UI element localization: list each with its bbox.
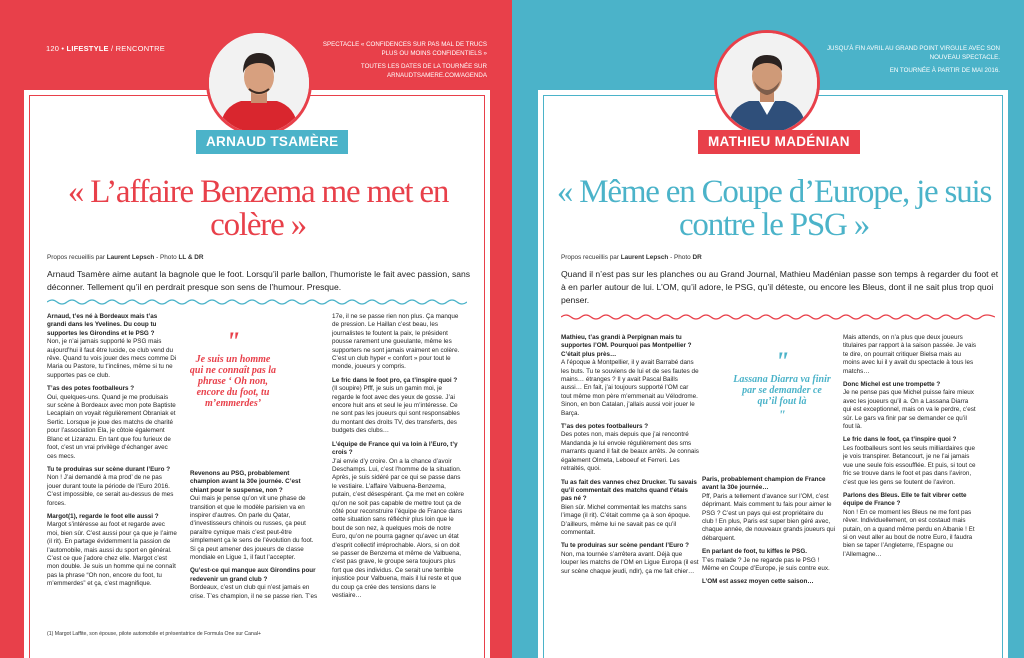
qa-item — [843, 381, 977, 431]
article-column-2 — [702, 476, 836, 636]
page-header: 120 • LIFESTYLE / RENCONTRE — [46, 44, 165, 53]
article-column-3 — [843, 334, 977, 634]
question: Parlons des Bleus. Elle te fait vibrer cette équipe de France ? — [843, 491, 967, 508]
credits-photo-prefix: - Photo — [156, 254, 177, 261]
answer: Oui, quelques-uns. Quand je me produisais sur scène à Bordeaux avec mon pote Baptiste Lecaplain on voyait régulièrement Obraniak et Sertic. Lorsque je joue des matchs de charité pour l’association Ela, je côtoie également Blanc et Lizarazu. En tant que fou furieux de foot, c’est un vrai privilège d’échanger avec ces mecs. — [47, 393, 176, 460]
answer: 17e, il ne se passe rien non plus. Ça manque de pression. Le Haillan c’est beau, les journalistes te foutent la paix, le président pousse rarement une gueulante, même les supporters ne sont jamais vraiment en colère. C’est un club hyper « confort » pour tout le monde, joueurs y compris. — [332, 313, 460, 371]
question: T’as des potes footballeurs ? — [47, 385, 135, 393]
qa-item — [332, 441, 464, 601]
intro-paragraph: Quand il n’est pas sur les planches ou au Grand Journal, Mathieu Madénian passe son temps à regarder du foot et à en parler autour de lui. L’OM, qu’il adore, le PSG, qu’il déteste, ou encore les Bleus, dont il ne sait plus trop quoi penser. — [561, 269, 999, 305]
qa-item — [702, 578, 836, 586]
page-number: 120 — [46, 44, 60, 53]
pull-quote-text: Lassana Diarra va finir par se demander ce qu’il fout là — [733, 374, 831, 407]
quote-end-mark-icon: " — [778, 407, 786, 422]
qa-item — [843, 492, 977, 559]
question: L’équipe de France qui va loin à l’Euro, t’y crois ? — [332, 440, 458, 457]
answer: Non, je n’ai jamais supporté le PSG mais aujourd’hui il faut être lucide, ce club vend du rêve. Quand tu vois jouer des mecs comme Di Maria ou Pastore, tu t’inclines, même si tu ne supportes pas ce club. — [47, 338, 177, 379]
qa-item — [561, 542, 699, 576]
article-column-2 — [190, 470, 320, 630]
question: En parlant de foot, tu kiffes le PSG. — [702, 548, 807, 556]
article-column-1 — [47, 313, 177, 628]
qa-item — [47, 466, 177, 508]
interviewee-name: ARNAUD TSAMÈRE — [196, 130, 348, 154]
qa-item — [47, 313, 177, 380]
question: Le fric dans le foot, ça t’inspire quoi ? — [843, 436, 957, 444]
question: Revenons au PSG, probablement champion avant la 30e journée. C’est chiant pour le suspense, non ? — [190, 470, 301, 494]
answer: T’es malade ? Je ne regarde pas le PSG ! Même en Coupe d’Europe, je suis contre eux. — [702, 556, 830, 573]
answer: Margot s’intéresse au foot et regarde avec moi, bien sûr. C’est aussi pour ça que je l’aime (il rit). En partage évidemment la passion de l’automobile, mais aussi du sport en général. C’est ce que j’adore chez elle. Margot c’est mon double. Je suis un homme qui ne connaît pas la phrase “Oh non, encore du foot, tu m’emmerdes” et ça, c’est magnifique. — [47, 521, 177, 588]
question: L’OM est assez moyen cette saison… — [702, 578, 814, 586]
headline-quote: « L’affaire Benzema me met en colère » — [67, 174, 449, 243]
answer: Oui mais je pense qu’on vit une phase de transition et que le modèle parisien va en inspirer d’autres. On parle du Qatar, d’investisseurs chinois ou russes, ça peut paraître cynique mais c’est peut-être simplement ça le sens de l’évolution du foot. Si ça peut amener des joueurs de classe mondiale en Ligue 1, il faut l’accepter. — [190, 495, 314, 562]
answer: Non, ma tournée s’arrêtera avant. Déjà que louper les matchs de l’OM en Ligue Europa (il est sur scène chaque jeudi, ndlr), ça me fait chier… — [561, 550, 699, 575]
credits-photo: DR — [692, 254, 702, 261]
show-info-line: EN TOURNÉE À PARTIR DE MAI 2016. — [889, 67, 1000, 74]
answer: Des potes non, mais depuis que j’ai rencontré Mandanda je lui envoie régulièrement des sms marrants quand il fait de beaux arrêts. Je connais également Olmeta, Leboeuf et Ferreri. Les retraités, quoi. — [561, 431, 699, 473]
right-page — [512, 0, 1024, 658]
show-info-line: SPECTACLE « CONFIDENCES SUR PAS MAL DE TRUCS PLUS OU MOINS CONFIDENTIELS » — [322, 41, 487, 57]
pull-quote — [732, 347, 832, 422]
credits-photo: LL & DR — [178, 254, 204, 261]
question: Mathieu, t’as grandi à Perpignan mais tu supportes l’OM. Pourquoi pas Montpellier ? C’était plus près… — [561, 334, 692, 358]
credits-photo-prefix: - Photo — [670, 254, 691, 261]
qa-item — [561, 479, 699, 538]
quote-mark-icon: " — [774, 347, 790, 376]
question: Paris, probablement champion de France avant la 30e journée… — [702, 476, 826, 492]
credits-prefix: Propos recueillis par — [561, 254, 619, 261]
credits-author: Laurent Lepsch — [620, 254, 669, 261]
qa-item — [332, 377, 464, 436]
interviewee-name: MATHIEU MADÉNIAN — [698, 130, 860, 154]
question: Le fric dans le foot pro, ça t’inspire quoi ? — [332, 376, 458, 384]
question: Donc Michel est une trompette ? — [843, 381, 941, 389]
subsection-label: RENCONTRE — [115, 44, 165, 53]
answer: (Il soupire) Pfff, je suis un gamin moi, je regarde le foot avec des yeux de gosse. J’ai encore huit ans et seul le jeu m’intéresse. Ce ne sont pas les joueurs qui sont responsables du montant des droits TV, des transferts, des budgets des clubs… — [332, 385, 460, 435]
qa-item — [190, 567, 320, 601]
answer: Je ne pense pas que Michel puisse faire mieux avec les joueurs qu’il a. On a Lassana Diarra qui est exceptionnel, mais on va le perdre, c’est sûr. Le gars va finir par se demander ce qu’il fout là. — [843, 389, 976, 431]
answer: Non ! En ce moment les Bleus ne me font pas rêver. Individuellement, on est costaud mais putain, on a quand même perdu en Albanie ! Et si on veut aller au bout de notre Euro, il faudra bien se taper l’Angleterre, l’Espagne ou l’Allemagne… — [843, 508, 975, 558]
question: Tu te produiras sur scène pendant l’Euro ? — [561, 542, 689, 550]
qa-item — [47, 385, 177, 461]
show-info — [820, 44, 1000, 79]
answer: Non ! J’ai demandé à ma prod’ de ne pas jouer durant toute la période de l’Euro 2016. C’est impossible, ce serait au-dessus de mes forces. — [47, 474, 174, 507]
qa-item — [561, 334, 699, 418]
section-label: LIFESTYLE — [66, 44, 109, 53]
intro-paragraph: Arnaud Tsamère aime autant la bagnole que le foot. Lorsqu’il parle ballon, l’humoriste le fait avec passion, sans déconner. Tellement qu’il en perdrait presque son sens de l’humour. Presque. — [47, 269, 471, 292]
credits-prefix: Propos recueillis par — [47, 254, 105, 261]
portrait-photo — [206, 30, 312, 136]
quote-mark-icon: " — [225, 327, 241, 356]
credits — [47, 254, 204, 261]
answer: Mais attends, on n’a plus que deux joueurs titulaires par rapport à la saison passée. Je vais te dire, on pourrait critiquer Bielsa mais au moins avec lui il y avait du spectacle à tous les matchs… — [843, 334, 977, 375]
qa-item — [190, 470, 320, 562]
show-info — [307, 40, 487, 84]
wave-divider — [561, 313, 995, 321]
qa-item — [702, 476, 836, 543]
show-info-line: JUSQU’À FIN AVRIL AU GRAND POINT VIRGULE AVEC SON NOUVEAU SPECTACLE. — [826, 45, 1000, 61]
question: Tu te produiras sur scène durant l’Euro ? — [47, 465, 171, 473]
article-column-3 — [332, 313, 464, 633]
answer: Bordeaux, c’est un club qui n’est jamais en crise. T’es champion, il ne se passe rien. T’es — [190, 584, 318, 600]
qa-item — [702, 548, 836, 573]
headline-quote: « Même en Coupe d’Europe, je suis contre le PSG » — [556, 174, 992, 243]
qa-item — [561, 423, 699, 473]
footnote: (1) Margot Laffite, son épouse, pilote automobile et présentatrice de Formula One sur Canal+ — [47, 631, 262, 637]
answer: A l’époque à Montpellier, il y avait Barrabé dans les buts. Tu te souviens de lui et de ses fautes de mains… étranges ? Il y avait Pascal Baills aussi… En fait, j’ai toujours supporté l’OM car tout même mon père m’emmenait au Vélodrome. Sinon, en bon Catalan, j’allais aussi voir jouer le Barça. — [561, 359, 699, 417]
question: Arnaud, t’es né à Bordeaux mais t’as grandi dans les Yvelines. Du coup tu supportes les Girondins et le PSG ? — [47, 313, 158, 337]
question: Tu as fait des vannes chez Drucker. Tu savais qu’il commentait des matchs quand t’étais pas né ? — [561, 478, 697, 503]
qa-item — [843, 436, 977, 486]
pull-quote-text: Je suis un homme qui ne connaît pas la phrase ‘ Oh non, encore du foot, tu m’emmerdes’ — [189, 354, 277, 409]
question: Margot(1), regarde le foot elle aussi ? — [47, 512, 159, 520]
question: Qu’est-ce qui manque aux Girondins pour redevenir un grand club ? — [190, 567, 316, 583]
wave-divider — [47, 298, 467, 306]
article-column-1 — [561, 334, 699, 634]
portrait-photo — [714, 30, 820, 136]
pull-quote — [188, 327, 278, 409]
qa-item — [47, 513, 177, 589]
answer: Bien sûr. Michel commentait les matchs sans l’image (il rit). C’était comme ça à son époque. D’ailleurs, même lui ne savait pas ce qu’il commentait. — [561, 503, 691, 536]
answer: J’ai envie d’y croire. On a la chance d’avoir Deschamps. Lui, c’est l’homme de la situation. Après, je suis sidéré par ce qui se passe dans le vestiaire. L’affaire Valbuena-Benzema, putain, c’est désespérant. Ça me met en colère qu’on ne soit pas capable de mettre tout ça de côté pour reconstruire l’équipe de France dans cette situation sans réfléchir plus loin que le bout de son nez, à quelques mois de notre Euro, qu’on ne pourra gagner qu’avec un état d’esprit collectif irréprochable. Alors, si on doit se passer de Benzema et même de Valbuena, c’est pas grave, le groupe sera toujours plus fort que des individus. Ce serait une terrible injustice pour Valbuena, mais il lui reste et que du coup ça crée des tensions dans le vestiaire… — [332, 457, 464, 599]
question: T’as des potes footballeurs ? — [561, 423, 649, 431]
answer: Pff, Paris a tellement d’avance sur l’OM, c’est déprimant. Mais comment tu fais pour aimer le PSG ? C’est un pays qui est propriétaire du club ! En plus, Paris est super bien géré avec, chaque année, de nouveaux grands joueurs qui débarquent. — [702, 492, 836, 542]
qa-item — [843, 334, 977, 376]
qa-item — [332, 313, 464, 372]
show-info-line: TOUTES LES DATES DE LA TOURNÉE SUR ARNAUDTSAMERE.COM/AGENDA — [360, 63, 487, 79]
answer: Les footballeurs sont les seuls milliardaires que je vois transpirer. Betancourt, je ne l’ai jamais vue une seule fois essoufflée. Et puis, si tout ce fric se trouve dans le foot et pas dans l’aviron, c’est que les gens se foutent de l’aviron. — [843, 444, 976, 486]
credits-author: Laurent Lepsch — [106, 254, 155, 261]
credits — [561, 254, 702, 261]
